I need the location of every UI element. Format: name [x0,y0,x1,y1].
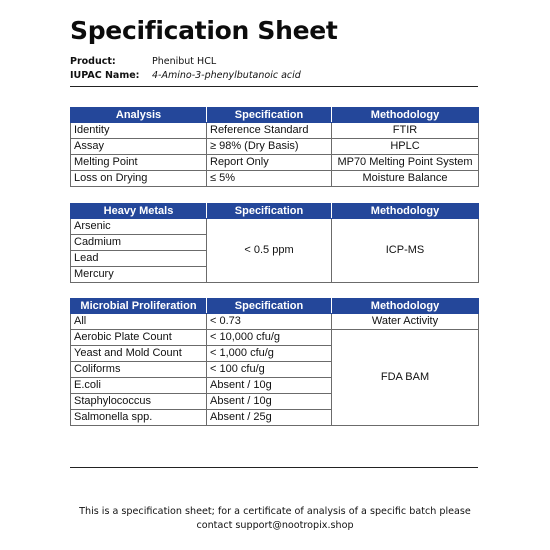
microbial-test: Yeast and Mold Count [71,346,207,362]
iupac-line [70,70,301,81]
microbial-test: Staphylococcus [71,394,207,410]
metal-name: Lead [71,251,207,267]
table-row [71,330,479,346]
microbial-spec: < 0.73 [207,314,332,330]
analysis-table [70,107,479,187]
metal-name: Arsenic [71,219,207,235]
table-header-row [71,204,479,219]
microbial-test: Coliforms [71,362,207,378]
microbial-test: Salmonella spp. [71,410,207,426]
product-label: Product: [70,56,116,67]
metals-spec: < 0.5 ppm [207,219,332,283]
footer-contact: contact support@nootropix.shop [196,520,354,531]
microbial-method: Water Activity [332,314,479,330]
table-row [71,123,479,139]
microbial-spec: Absent / 25g [207,410,332,426]
analysis-method: MP70 Melting Point System [332,155,479,171]
footer-divider [70,467,478,468]
analysis-method: Moisture Balance [332,171,479,187]
column-header: Analysis [71,108,207,123]
column-header: Methodology [332,204,479,219]
iupac-label: IUPAC Name: [70,70,140,81]
product-value: Phenibut HCL [152,56,217,67]
column-header: Methodology [332,108,479,123]
metals-method: ICP-MS [332,219,479,283]
microbial-spec: < 100 cfu/g [207,362,332,378]
column-header: Heavy Metals [71,204,207,219]
microbial-spec: Absent / 10g [207,394,332,410]
analysis-method: HPLC [332,139,479,155]
metal-name: Cadmium [71,235,207,251]
column-header: Specification [207,108,332,123]
microbial-spec: < 1,000 cfu/g [207,346,332,362]
analysis-name: Loss on Drying [71,171,207,187]
table-row [71,155,479,171]
table-row [71,314,479,330]
microbial-spec: Absent / 10g [207,378,332,394]
analysis-method: FTIR [332,123,479,139]
heavy-metals-table [70,203,479,283]
footer-note [40,505,510,533]
table-header-row [71,299,479,314]
analysis-spec: ≥ 98% (Dry Basis) [207,139,332,155]
table-row [71,219,479,235]
table-header-row [71,108,479,123]
microbial-spec: < 10,000 cfu/g [207,330,332,346]
column-header: Microbial Proliferation [71,299,207,314]
microbial-test: Aerobic Plate Count [71,330,207,346]
footer-line: This is a specification sheet; for a certificate of analysis of a specific batch please [79,506,471,517]
iupac-value: 4-Amino-3-phenylbutanoic acid [152,70,301,81]
table-row [71,171,479,187]
analysis-spec: ≤ 5% [207,171,332,187]
header-divider [70,86,478,87]
table-row [71,139,479,155]
microbial-table [70,298,479,426]
analysis-name: Identity [71,123,207,139]
metal-name: Mercury [71,267,207,283]
analysis-spec: Report Only [207,155,332,171]
analysis-spec: Reference Standard [207,123,332,139]
microbial-test: All [71,314,207,330]
product-line [70,56,216,67]
column-header: Methodology [332,299,479,314]
microbial-shared-method: FDA BAM [332,330,479,426]
microbial-test: E.coli [71,378,207,394]
analysis-name: Assay [71,139,207,155]
analysis-name: Melting Point [71,155,207,171]
page-title: Specification Sheet [70,16,338,45]
column-header: Specification [207,299,332,314]
column-header: Specification [207,204,332,219]
